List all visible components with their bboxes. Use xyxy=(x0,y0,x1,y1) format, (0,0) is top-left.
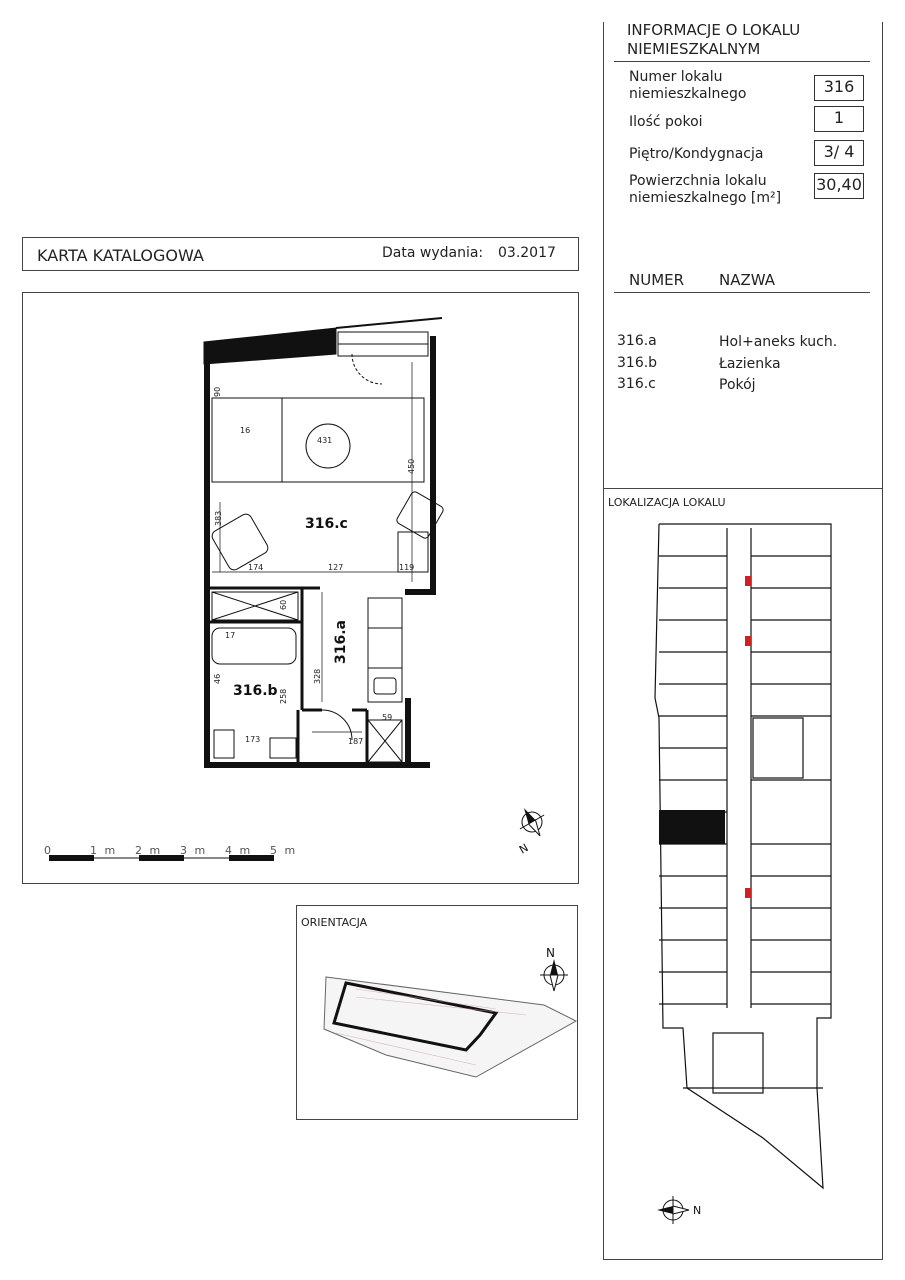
dim-label: 60 xyxy=(279,599,288,610)
dim-label: 383 xyxy=(214,510,223,526)
field-pietro-label: Piętro/Kondygnacja xyxy=(629,146,764,162)
compass-north: N xyxy=(517,841,531,857)
dim-label: 16 xyxy=(240,426,251,435)
dim-label: 450 xyxy=(407,458,416,474)
field-pow-label-2: niemieszkalnego [m²] xyxy=(629,190,782,206)
right-wall-upper xyxy=(430,336,436,592)
bottom-wall xyxy=(204,762,430,768)
highlighted-unit xyxy=(659,810,725,844)
room-b-numer: 316.b xyxy=(617,355,658,371)
dim-label: 46 xyxy=(213,673,222,684)
orientation-label: ORIENTACJA xyxy=(301,916,368,929)
scale-tick: 3 m xyxy=(180,844,208,857)
right-wall-lower xyxy=(405,698,411,768)
dim-label: 127 xyxy=(328,563,344,572)
compass-icon xyxy=(512,801,552,843)
field-numer-value: 316 xyxy=(814,75,864,101)
left-wall xyxy=(204,342,210,768)
field-pow-value: 30,40 xyxy=(814,173,864,199)
info-title-underline xyxy=(614,61,870,62)
info-title-2: NIEMIESZKALNYM xyxy=(627,40,761,58)
field-pietro-value: 3/ 4 xyxy=(814,140,864,166)
dim-label: 90 xyxy=(213,386,222,397)
location-compass-icon xyxy=(657,1196,689,1224)
field-pow-label-1: Powierzchnia lokalu xyxy=(629,173,767,189)
scale-tick: 2 m xyxy=(135,844,163,857)
dim-label: 119 xyxy=(399,563,415,572)
room-label-b: 316.b xyxy=(233,683,278,699)
dim-label: 17 xyxy=(225,631,236,640)
scale-tick: 4 m xyxy=(225,844,253,857)
scale-tick: 5 m xyxy=(270,844,298,857)
page-title: KARTA KATALOGOWA xyxy=(37,246,204,265)
room-label-c: 316.c xyxy=(305,516,348,532)
room-c-nazwa: Pokój xyxy=(719,377,756,393)
scale-tick: 1 m xyxy=(90,844,118,857)
dim-label: 187 xyxy=(348,737,364,746)
date-value: 03.2017 xyxy=(498,245,556,261)
orientation-north: N xyxy=(546,946,555,960)
col-numer-header: NUMER xyxy=(629,271,685,289)
info-title-1: INFORMACJE O LOKALU xyxy=(627,21,801,39)
header-box xyxy=(22,237,579,271)
col-header-underline xyxy=(614,292,870,293)
location-north: N xyxy=(693,1204,702,1217)
room-label-a: 316.a xyxy=(333,620,349,664)
field-pokoi-label: Ilość pokoi xyxy=(629,114,703,130)
room-a-nazwa: Hol+aneks kuch. xyxy=(719,334,838,350)
location-label: LOKALIZACJA LOKALU xyxy=(608,496,726,509)
location-map xyxy=(603,488,883,1260)
date-label: Data wydania: xyxy=(382,245,484,261)
field-pokoi-value: 1 xyxy=(814,106,864,132)
top-wall-wedge xyxy=(204,328,336,364)
room-c-numer: 316.c xyxy=(617,376,656,392)
dim-label: 258 xyxy=(279,688,288,704)
orientation-compass-icon xyxy=(540,959,568,991)
dim-label: 431 xyxy=(317,436,333,445)
dim-label: 173 xyxy=(245,735,261,744)
floor-plan xyxy=(22,292,579,884)
field-numer-label-2: niemieszkalnego xyxy=(629,86,747,102)
dim-label: 174 xyxy=(248,563,264,572)
orientation-map xyxy=(296,905,578,1120)
room-b-nazwa: Łazienka xyxy=(719,356,781,372)
dim-label: 59 xyxy=(382,713,393,722)
field-numer-label-1: Numer lokalu xyxy=(629,69,723,85)
scale-tick: 0 xyxy=(44,844,53,857)
col-nazwa-header: NAZWA xyxy=(719,271,776,289)
room-a-numer: 316.a xyxy=(617,333,657,349)
dim-label: 328 xyxy=(313,668,322,684)
